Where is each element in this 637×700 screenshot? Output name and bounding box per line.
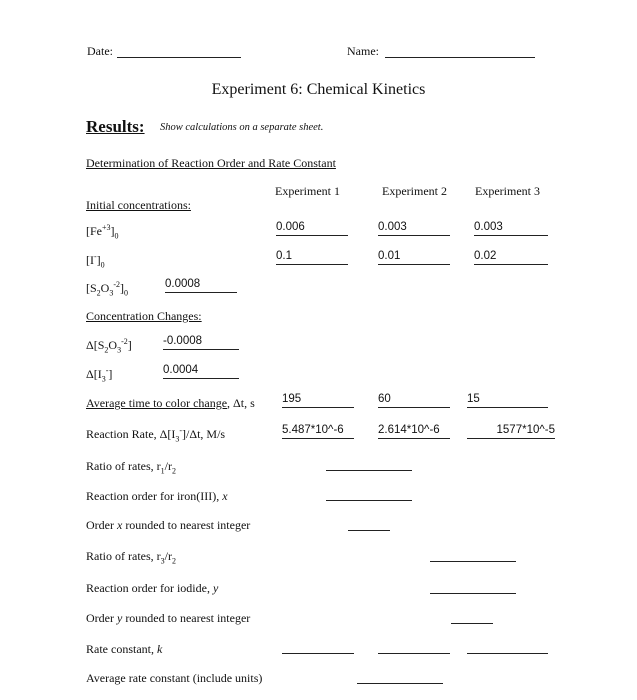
reaction-rate-label: Reaction Rate, $\Delta[I_3^-]/\Delta t$, M/s [86,426,226,444]
rate-constant-exp3-field[interactable] [467,653,548,654]
iodide-exp1-value[interactable]: 0.1 [276,250,348,265]
page-title: Experiment 6: Chemical Kinetics [211,81,426,98]
rate-constant-exp1-field[interactable] [282,653,354,654]
iodide-exp2-value[interactable]: 0.01 [378,250,450,265]
experiment-3-header: Experiment 3 [475,184,540,198]
fe-exp3-value[interactable]: 0.003 [474,221,548,236]
results-note: Show calculations on a separate sheet. [160,122,324,133]
delta-triiodide-value[interactable]: 0.0004 [163,364,239,379]
fe-label: $[Fe^{+3}]_0$ [86,223,119,241]
rate-constant-label: Rate constant, k [86,642,163,656]
order-x-field[interactable] [348,530,390,531]
date-field[interactable] [117,57,241,58]
section-title: Determination of Reaction Order and Rate Constant [86,156,336,170]
concentration-changes-heading: Concentration Changes: [86,309,202,323]
iodide-label: $[I^-]_0$ [86,252,105,270]
iodide-exp3-value[interactable]: 0.02 [474,250,548,265]
thiosulfate-value[interactable]: 0.0008 [165,278,237,293]
rate-exp3-value[interactable]: 1577*10^-5 [467,424,555,439]
results-heading: Results: [86,117,145,136]
order-x-label: Order x rounded to nearest integer [86,518,251,532]
delta-triiodide-label: $\Delta[I_3^-]$ [86,366,113,384]
ratio-r1-r2-field[interactable] [326,470,412,471]
order-y-field[interactable] [451,623,493,624]
fe-exp2-value[interactable]: 0.003 [378,221,450,236]
order-iron-field[interactable] [326,500,412,501]
rate-constant-exp2-field[interactable] [378,653,450,654]
delta-thiosulfate-value[interactable]: -0.0008 [163,335,239,350]
date-label: Date: [87,44,113,58]
avg-time-exp3-value[interactable]: 15 [467,393,548,408]
rate-exp2-value[interactable]: 2.614*10^-6 [378,424,450,439]
thiosulfate-label: $[S_2O_3^{-2}]_0$ [86,280,129,298]
avg-time-exp2-value[interactable]: 60 [378,393,450,408]
avg-time-exp1-value[interactable]: 195 [282,393,354,408]
avg-time-label: Average time to color change, Δt, s [86,396,255,410]
name-label: Name: [347,44,379,58]
name-field[interactable] [385,57,535,58]
experiment-1-header: Experiment 1 [275,184,340,198]
order-y-label: Order y rounded to nearest integer [86,611,251,625]
order-iodide-field[interactable] [430,593,516,594]
avg-rate-constant-label: Average rate constant (include units) [86,671,263,685]
order-iron-label: Reaction order for iron(III), x [86,489,228,503]
ratio-r3-r2-field[interactable] [430,561,516,562]
avg-rate-constant-field[interactable] [357,683,443,684]
experiment-2-header: Experiment 2 [382,184,447,198]
ratio-r1-r2-label: Ratio of rates, $r_1/r_2$ [86,459,176,476]
ratio-r3-r2-label: Ratio of rates, $r_3/r_2$ [86,549,176,566]
delta-thiosulfate-label: $\Delta[S_2O_3^{-2}]$ [86,337,132,355]
initial-concentrations-heading: Initial concentrations: [86,198,191,212]
order-iodide-label: Reaction order for iodide, y [86,581,219,595]
rate-exp1-value[interactable]: 5.487*10^-6 [282,424,354,439]
fe-exp1-value[interactable]: 0.006 [276,221,348,236]
